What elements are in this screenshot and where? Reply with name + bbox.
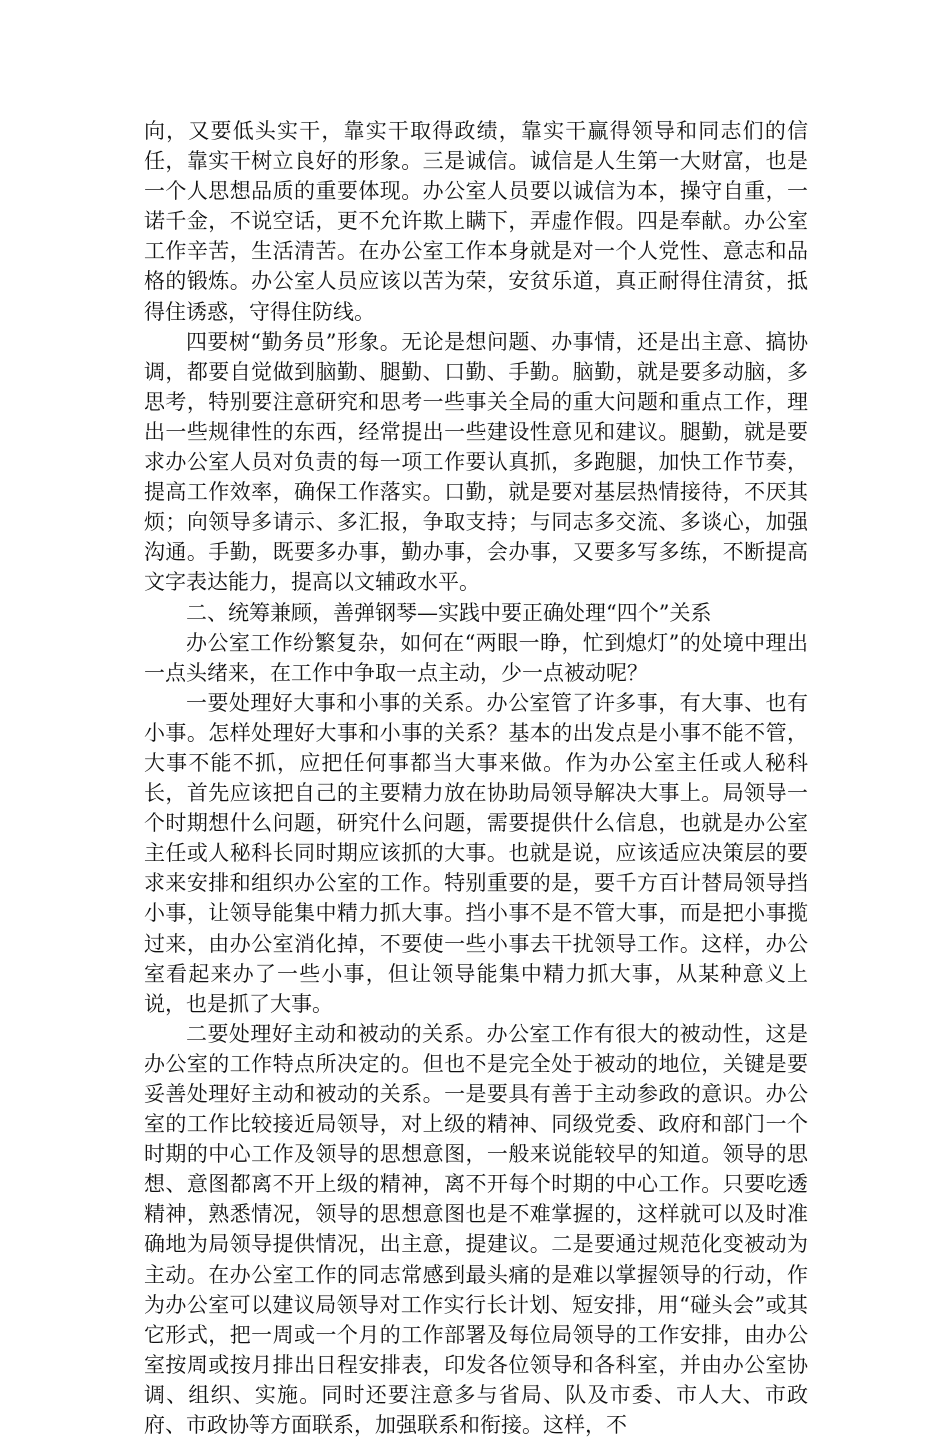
section-heading-four-relations: 二、统筹兼顾，善弹钢琴—实践中要正确处理“四个”关系 (186, 600, 712, 625)
document-page (144, 116, 808, 1440)
paragraph-big-small-matters: 一要处理好大事和小事的关系。办公室管了许多事，有大事、也有小事。怎样处理好大事和小事的关系？基本的出发点是小事不能不管，大事不能不抓，应把任何事都当大事来做。作为办公室主任或人秘科长，首先应该把自己的主要精力放在协助局领导解决大事上。局领导一个时期想什么问题，研究什么问题，需要提供什么信息，也就是办公室主任或人秘科长同时期应该抓的大事。也就是说，应该适应决策层的要求来安排和组织办公室的工作。特别重要的是，要千方百计替局领导挡小事，让领导能集中精力抓大事。挡小事不是不管大事，而是把小事揽过来，由办公室消化掉，不要使一些小事去干扰领导工作。这样，办公室看起来办了一些小事，但让领导能集中精力抓大事，从某种意义上说，也是抓了大事。 (144, 690, 808, 1016)
paragraph-diligent-servant: 四要树“勤务员”形象。无论是想问题、办事情，还是出主意、搞协调，都要自觉做到脑勤、腿勤、口勤、手勤。脑勤，就是要多动脑，多思考，特别要注意研究和思考一些事关全局的重大问题和重点工作，理出一些规律性的东西，经常提出一些建设性意见和建议。腿勤，就是要求办公室人员对负责的每一项工作要认真抓，多跑腿，加快工作节奏，提高工作效率，确保工作落实。口勤，就是要对基层热情接待，不厌其烦；向领导多请示、多汇报，争取支持；与同志多交流、多谈心，加强沟通。手勤，既要多办事，勤办事，会办事，又要多写多练，不断提高文字表达能力，提高以文辅政水平。 (144, 329, 808, 595)
paragraph-intro-question: 办公室工作纷繁复杂，如何在“两眼一睁，忙到熄灯”的处境中理出一点头绪来，在工作中争取一点主动，少一点被动呢？ (144, 630, 808, 685)
paragraph-active-passive: 二要处理好主动和被动的关系。办公室工作有很大的被动性，这是办公室的工作特点所决定的。但也不是完全处于被动的地位，关键是要妥善处理好主动和被动的关系。一是要具有善于主动参政的意识。办公室的工作比较接近局领导，对上级的精神、同级党委、政府和部门一个时期的中心工作及领导的思想意图，一般来说能较早的知道。领导的思想、意图都离不开上级的精神，离不开每个时期的中心工作。只要吃透精神，熟悉情况，领导的思想意图也是不难掌握的，这样就可以及时准确地为局领导提供情况，出主意，提建议。二是要通过规范化变被动为主动。在办公室工作的同志常感到最头痛的是难以掌握领导的行动，作为办公室可以建议局领导对工作实行长计划、短安排，用“碰头会”或其它形式，把一周或一个月的工作部署及每位局领导的工作安排，由办公室按周或按月排出日程安排表，印发各位领导和各科室，并由办公室协调、组织、实施。同时还要注意多与省局、队及市委、市人大、市政府、市政协等方面联系，加强联系和衔接。这样，不 (144, 1021, 808, 1438)
paragraph-integrity-dedication: 向，又要低头实干，靠实干取得政绩，靠实干赢得领导和同志们的信任，靠实干树立良好的形象。三是诚信。诚信是人生第一大财富，也是一个人思想品质的重要体现。办公室人员要以诚信为本，操守自重，一诺千金，不说空话，更不允许欺上瞒下，弄虚作假。四是奉献。办公室工作辛苦，生活清苦。在办公室工作本身就是对一个人党性、意志和品格的锻炼。办公室人员应该以苦为荣，安贫乐道，真正耐得住清贫，抵得住诱惑，守得住防线。 (144, 119, 808, 324)
